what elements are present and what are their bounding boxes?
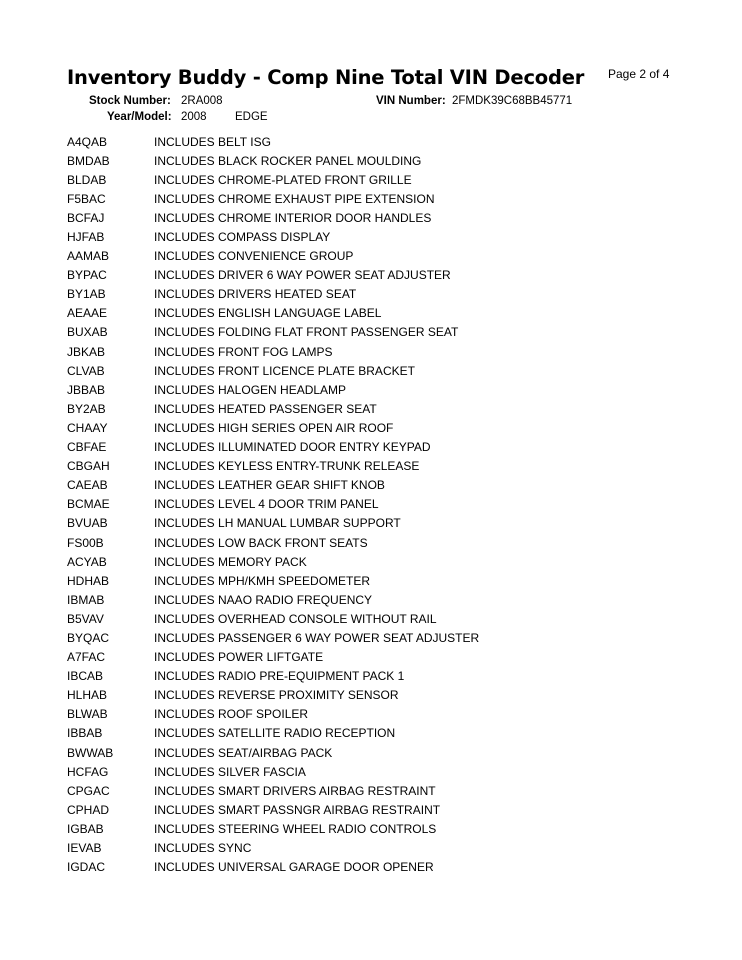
option-row (67, 151, 687, 170)
option-description: INCLUDES ILLUMINATED DOOR ENTRY KEYPAD (154, 440, 431, 455)
page-indicator: Page 2 of 4 (608, 67, 670, 81)
option-row (67, 227, 687, 246)
option-code: HLHAB (67, 688, 108, 703)
option-row (67, 571, 687, 590)
option-row (67, 800, 687, 819)
model-value: EDGE (235, 111, 268, 123)
option-row (67, 170, 687, 189)
option-code: ACYAB (67, 554, 107, 569)
option-row (67, 686, 687, 705)
option-description: INCLUDES LEATHER GEAR SHIFT KNOB (154, 478, 385, 493)
option-description: INCLUDES CHROME-PLATED FRONT GRILLE (154, 172, 412, 187)
option-code: CBGAH (67, 459, 110, 474)
option-row (67, 858, 687, 877)
option-code: HJFAB (67, 230, 105, 245)
option-code: BY1AB (67, 287, 106, 302)
option-description: INCLUDES OVERHEAD CONSOLE WITHOUT RAIL (154, 611, 437, 626)
option-row (67, 189, 687, 208)
option-code: A4QAB (67, 134, 108, 149)
option-code: JBBAB (67, 382, 106, 397)
option-row (67, 552, 687, 571)
option-row (67, 304, 687, 323)
option-code: BLDAB (67, 172, 107, 187)
option-description: INCLUDES SEAT/AIRBAG PACK (154, 745, 333, 760)
option-code: IEVAB (67, 841, 102, 856)
option-row (67, 590, 687, 609)
option-code: IGDAC (67, 860, 106, 875)
option-description: INCLUDES DRIVERS HEATED SEAT (154, 287, 357, 302)
option-code: CPGAC (67, 783, 110, 798)
option-code: JBKAB (67, 344, 106, 359)
option-code: BCFAJ (67, 210, 105, 225)
option-code: IBBAB (67, 726, 103, 741)
option-row (67, 628, 687, 647)
option-code: BUXAB (67, 325, 108, 340)
option-code: BVUAB (67, 516, 108, 531)
option-row (67, 132, 687, 151)
stock-number-label: Stock Number: (89, 95, 171, 107)
option-row (67, 418, 687, 437)
option-code: HDHAB (67, 573, 110, 588)
option-code: CPHAD (67, 802, 110, 817)
option-description: INCLUDES SYNC (154, 841, 252, 856)
option-code: CLVAB (67, 363, 105, 378)
option-description: INCLUDES LOW BACK FRONT SEATS (154, 535, 368, 550)
option-code: BMDAB (67, 153, 110, 168)
option-description: INCLUDES LH MANUAL LUMBAR SUPPORT (154, 516, 401, 531)
stock-number-value: 2RA008 (181, 95, 223, 107)
vin-number-value: 2FMDK39C68BB45771 (452, 95, 573, 107)
option-description: INCLUDES FRONT LICENCE PLATE BRACKET (154, 363, 415, 378)
option-description: INCLUDES STEERING WHEEL RADIO CONTROLS (154, 821, 437, 836)
option-code: BCMAE (67, 497, 110, 512)
option-description: INCLUDES SMART PASSNGR AIRBAG RESTRAINT (154, 802, 441, 817)
option-description: INCLUDES HIGH SERIES OPEN AIR ROOF (154, 420, 394, 435)
option-description: INCLUDES HALOGEN HEADLAMP (154, 382, 347, 397)
option-code: IBCAB (67, 669, 104, 684)
option-description: INCLUDES DRIVER 6 WAY POWER SEAT ADJUSTER (154, 268, 451, 283)
option-code: AAMAB (67, 249, 110, 264)
option-description: INCLUDES REVERSE PROXIMITY SENSOR (154, 688, 399, 703)
option-code: BYQAC (67, 630, 110, 645)
option-description: INCLUDES SILVER FASCIA (154, 764, 306, 779)
option-description: INCLUDES COMPASS DISPLAY (154, 230, 331, 245)
option-code: F5BAC (67, 191, 106, 206)
option-row (67, 285, 687, 304)
option-row (67, 533, 687, 552)
option-description: INCLUDES BELT ISG (154, 134, 271, 149)
option-description: INCLUDES ENGLISH LANGUAGE LABEL (154, 306, 382, 321)
option-description: INCLUDES LEVEL 4 DOOR TRIM PANEL (154, 497, 379, 512)
option-row (67, 361, 687, 380)
option-code: CHAAY (67, 420, 108, 435)
option-description: INCLUDES FRONT FOG LAMPS (154, 344, 333, 359)
option-row (67, 667, 687, 686)
option-row (67, 743, 687, 762)
option-row (67, 705, 687, 724)
option-code-list (67, 132, 687, 877)
document-title: Inventory Buddy - Comp Nine Total VIN Decoder (67, 66, 585, 89)
option-code: BY2AB (67, 401, 106, 416)
option-description: INCLUDES UNIVERSAL GARAGE DOOR OPENER (154, 860, 434, 875)
option-description: INCLUDES MEMORY PACK (154, 554, 307, 569)
option-code: CAEAB (67, 478, 108, 493)
option-description: INCLUDES SATELLITE RADIO RECEPTION (154, 726, 396, 741)
option-row (67, 514, 687, 533)
option-row (67, 648, 687, 667)
option-description: INCLUDES CHROME INTERIOR DOOR HANDLES (154, 210, 432, 225)
option-description: INCLUDES MPH/KMH SPEEDOMETER (154, 573, 371, 588)
option-row (67, 781, 687, 800)
option-row (67, 838, 687, 857)
option-code: AEAAE (67, 306, 108, 321)
option-code: BLWAB (67, 707, 108, 722)
year-model-label: Year/Model: (107, 111, 172, 123)
option-row (67, 208, 687, 227)
option-description: INCLUDES NAAO RADIO FREQUENCY (154, 592, 373, 607)
option-code: A7FAC (67, 650, 106, 665)
option-description: INCLUDES POWER LIFTGATE (154, 650, 324, 665)
option-description: INCLUDES BLACK ROCKER PANEL MOULDING (154, 153, 422, 168)
option-code: BWWAB (67, 745, 114, 760)
option-description: INCLUDES CHROME EXHAUST PIPE EXTENSION (154, 191, 435, 206)
option-row (67, 323, 687, 342)
option-description: INCLUDES HEATED PASSENGER SEAT (154, 401, 377, 416)
option-row (67, 609, 687, 628)
option-code: CBFAE (67, 440, 107, 455)
option-row (67, 495, 687, 514)
option-row (67, 342, 687, 361)
option-row (67, 438, 687, 457)
option-row (67, 380, 687, 399)
option-row (67, 457, 687, 476)
option-description: INCLUDES CONVENIENCE GROUP (154, 249, 354, 264)
option-code: B5VAV (67, 611, 104, 626)
option-row (67, 762, 687, 781)
option-description: INCLUDES FOLDING FLAT FRONT PASSENGER SEAT (154, 325, 459, 340)
option-description: INCLUDES RADIO PRE-EQUIPMENT PACK 1 (154, 669, 405, 684)
option-description: INCLUDES PASSENGER 6 WAY POWER SEAT ADJUSTER (154, 630, 480, 645)
option-code: BYPAC (67, 268, 107, 283)
option-row (67, 399, 687, 418)
option-row (67, 476, 687, 495)
option-row (67, 819, 687, 838)
option-description: INCLUDES ROOF SPOILER (154, 707, 309, 722)
option-code: FS00B (67, 535, 104, 550)
option-row (67, 266, 687, 285)
option-code: IGBAB (67, 821, 104, 836)
option-code: HCFAG (67, 764, 109, 779)
option-description: INCLUDES KEYLESS ENTRY-TRUNK RELEASE (154, 459, 420, 474)
option-description: INCLUDES SMART DRIVERS AIRBAG RESTRAINT (154, 783, 436, 798)
option-row (67, 247, 687, 266)
year-value: 2008 (181, 111, 207, 123)
option-code: IBMAB (67, 592, 105, 607)
vin-number-label: VIN Number: (376, 95, 446, 107)
option-row (67, 724, 687, 743)
